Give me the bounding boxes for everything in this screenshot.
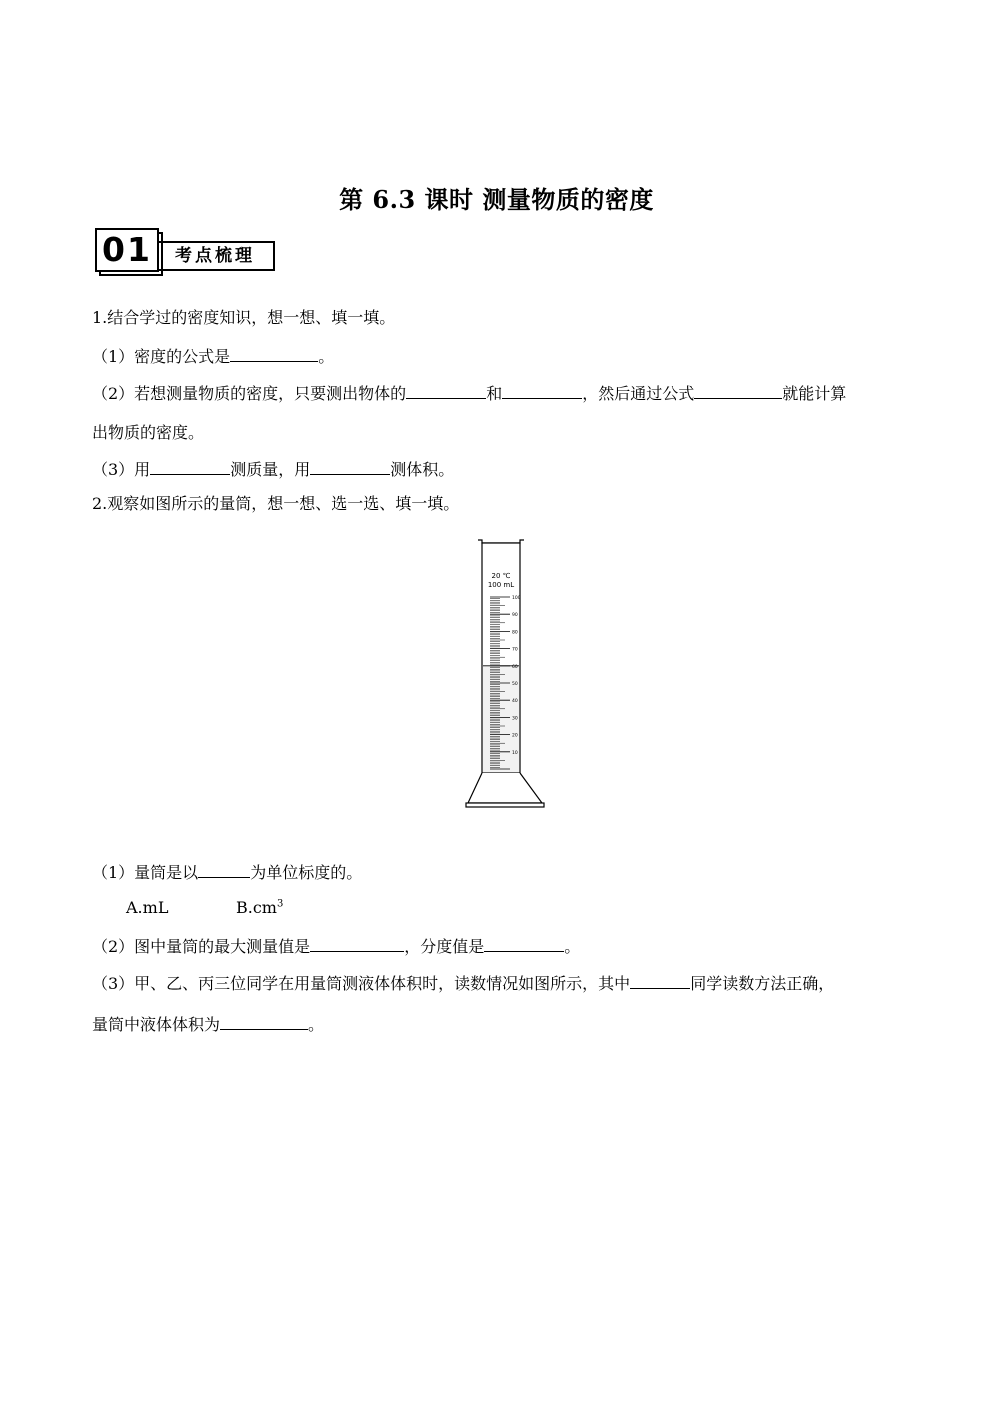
text: （3）甲、乙、丙三位同学在用量筒测液体体积时，读数情况如图所示，其中: [92, 974, 631, 993]
section-badge: [95, 228, 285, 274]
cylinder-foot: [466, 803, 544, 807]
graduation-label: 20: [512, 733, 518, 739]
graduation-label: 90: [512, 613, 518, 619]
blank-student[interactable]: [630, 972, 690, 989]
text: B.cm: [236, 898, 277, 917]
text: 测质量，用: [230, 460, 311, 479]
question-1-stem: 1.结合学过的密度知识，想一想、填一填。: [92, 308, 396, 327]
question-2-part-2: [92, 935, 580, 957]
question-1-part-3: [92, 458, 454, 480]
badge-number: 01: [95, 228, 159, 272]
text: （2）图中量筒的最大测量值是: [92, 937, 311, 956]
text: ，然后通过公式: [582, 384, 695, 403]
text: 同学读数方法正确，: [690, 974, 835, 993]
graduation-label: 100: [512, 596, 521, 601]
text: （1）量筒是以: [92, 863, 199, 882]
capacity-label: 100 mL: [487, 581, 515, 589]
cylinder-base: [468, 773, 542, 803]
blank-volume-tool[interactable]: [310, 458, 390, 475]
question-1-part-2-continued: 出物质的密度。: [92, 423, 205, 442]
blank-quantity-2[interactable]: [502, 382, 582, 399]
superscript: 3: [276, 898, 284, 910]
option-b: [236, 898, 283, 918]
text: 。: [308, 1015, 325, 1034]
blank-density-formula[interactable]: [230, 345, 318, 362]
question-1-part-1: [92, 345, 334, 367]
text: （2）若想测量物质的密度，只要测出物体的: [92, 384, 407, 403]
badge-label: 考点梳理: [157, 241, 275, 271]
text: （3）用: [92, 460, 151, 479]
blank-quantity-1[interactable]: [406, 382, 486, 399]
blank-mass-tool[interactable]: [150, 458, 230, 475]
graduation-label: 70: [512, 647, 518, 653]
graduation-label: 40: [512, 699, 518, 705]
text: 就能计算: [782, 384, 847, 403]
text: 量筒中液体体积为: [92, 1015, 221, 1034]
text: 。: [318, 347, 335, 366]
blank-formula[interactable]: [694, 382, 782, 399]
graduated-cylinder-figure: [460, 535, 550, 815]
question-2-stem: 2.观察如图所示的量筒，想一想、选一选、填一填。: [92, 494, 460, 513]
graduation-label: 30: [512, 716, 518, 722]
blank-division-value[interactable]: [484, 935, 564, 952]
text: 为单位标度的。: [250, 863, 363, 882]
blank-liquid-volume[interactable]: [220, 1013, 308, 1030]
text: 和: [486, 384, 503, 403]
option-a: A.mL: [126, 898, 169, 917]
blank-max-volume[interactable]: [310, 935, 404, 952]
temperature-label: 20 ℃: [491, 572, 511, 580]
text: （1）密度的公式是: [92, 347, 231, 366]
graduation-label: 10: [512, 750, 518, 756]
graduation-label: 80: [512, 630, 518, 636]
text: 。: [564, 937, 581, 956]
page-title: 第 6.3 课时 测量物质的密度: [339, 185, 654, 214]
question-2-part-3-continued: [92, 1013, 324, 1035]
blank-unit[interactable]: [198, 861, 250, 878]
question-1-part-2: [92, 382, 846, 404]
graduation-label: 50: [512, 682, 518, 687]
question-2-part-1: [92, 861, 362, 883]
text: ，分度值是: [404, 937, 485, 956]
text: 测体积。: [390, 460, 455, 479]
question-2-part-3: [92, 972, 834, 994]
graduation-label: 60: [512, 664, 518, 670]
